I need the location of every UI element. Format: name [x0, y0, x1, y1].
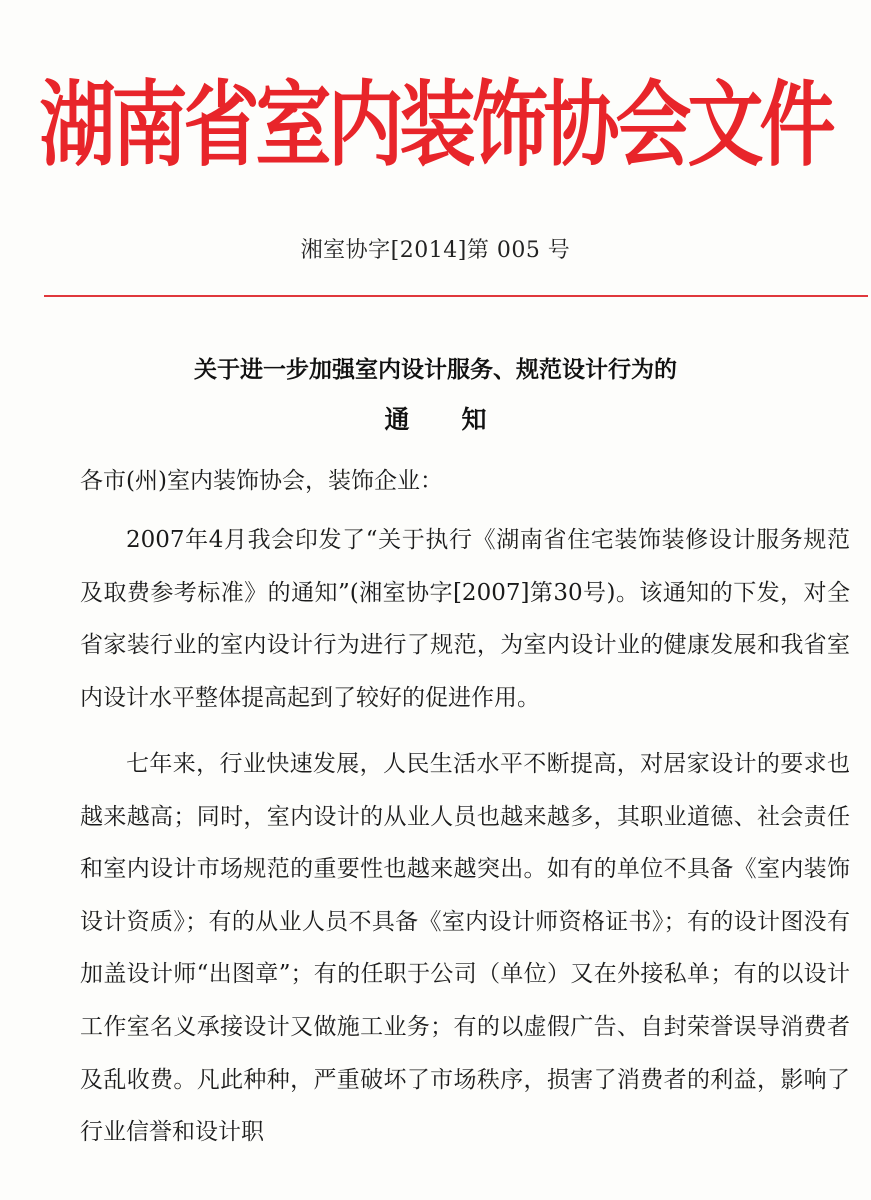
document-number: 湘室协字[2014]第 005 号 [300, 238, 571, 263]
notice-title-line-1: 关于进一步加强室内设计服务、规范设计行为的 [194, 357, 677, 383]
salutation: 各市(州)室内装饰协会，装饰企业： [80, 468, 443, 494]
red-divider-line [44, 295, 868, 297]
body-paragraph: 2007年4月我会印发了“关于执行《湖南省住宅装饰装修设计服务规范及取费参考标准》的通知”(湘室协字[2007]第30号)。该通知的下发，对全省家装行业的室内设计行为进行了规范，为室内设计业的健康发展和我省室内设计水平整体提高起到了较好的促进作用。 [80, 527, 850, 711]
body-paragraph: 七年来，行业快速发展，人民生活水平不断提高，对居家设计的要求也越来越高；同时，室内设计的从业人员也越来越多，其职业道德、社会责任和室内设计市场规范的重要性也越来越突出。如有的单位不具备《室内装饰设计资质》；有的从业人员不具备《室内设计师资格证书》；有的设计图没有加盖设计师“出图章”；有的任职于公司（单位）又在外接私单；有的以设计工作室名义承接设计又做施工业务；有的以虚假广告、自封荣誉误导消费者及乱收费。凡此种种，严重破坏了市场秩序，损害了消费者的利益，影响了行业信誉和设计职 [80, 751, 850, 1146]
masthead-title: 湖南省室内装饰协会文件 [39, 70, 832, 179]
notice-title-line-2: 通知 [384, 405, 539, 434]
